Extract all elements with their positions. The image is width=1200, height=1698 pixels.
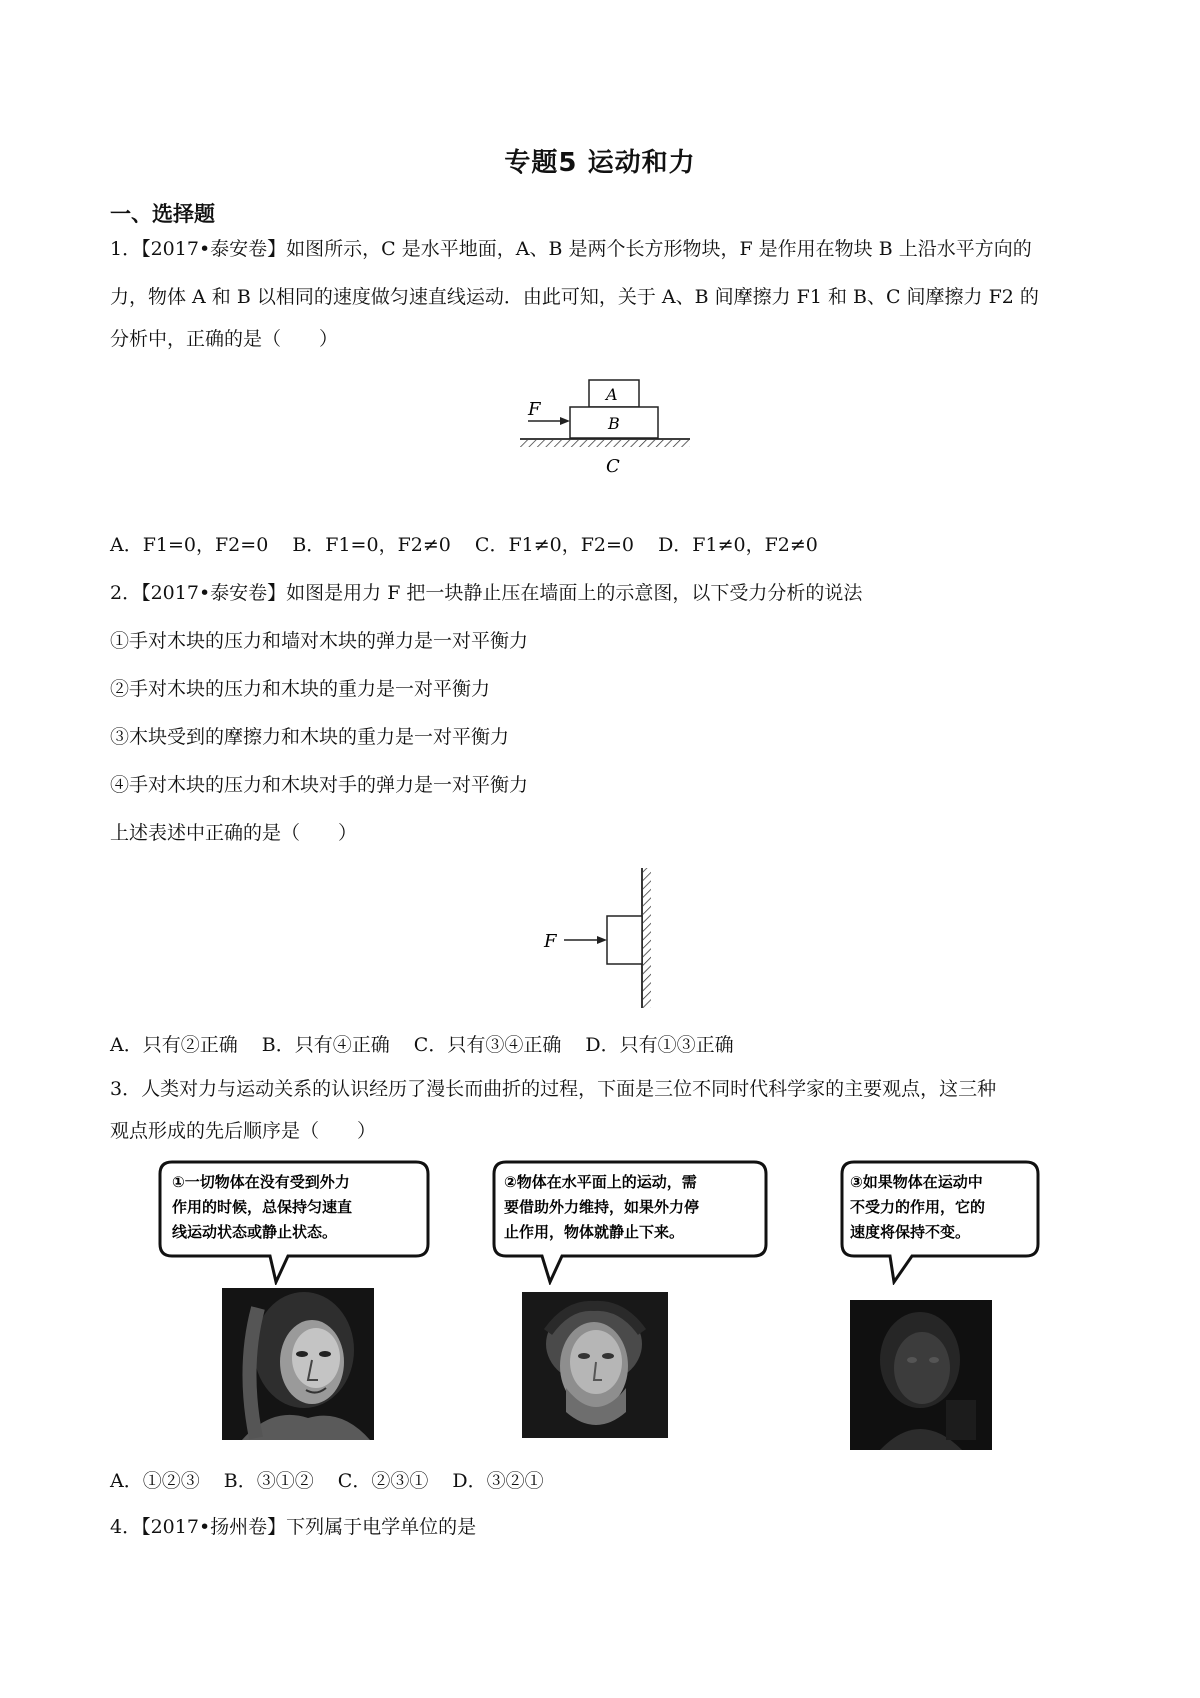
bubble-3-line-3: 速度将保持不变。 bbox=[850, 1223, 971, 1241]
portrait-scientist-1 bbox=[222, 1288, 374, 1440]
q2-option-d[interactable]: D．只有①③正确 bbox=[585, 1034, 734, 1056]
q2-options bbox=[110, 1032, 752, 1058]
q4-line-1: 4．【2017•扬州卷】下列属于电学单位的是 bbox=[110, 1516, 477, 1538]
q1-option-d[interactable]: D．F1≠0，F2≠0 bbox=[658, 534, 818, 556]
speech-bubble-2 bbox=[492, 1160, 768, 1285]
label-f: F bbox=[528, 399, 541, 420]
wall-hatch bbox=[643, 868, 651, 1008]
section-heading: 一、选择题 bbox=[110, 202, 215, 226]
speech-bubble-3 bbox=[840, 1160, 1040, 1285]
q2-option-b[interactable]: B．只有④正确 bbox=[261, 1034, 390, 1056]
q2-option-c[interactable]: C．只有③④正确 bbox=[413, 1034, 562, 1056]
q2-item-2: ②手对木块的压力和木块的重力是一对平衡力 bbox=[110, 678, 491, 700]
q2-prompt: 上述表述中正确的是（ ） bbox=[110, 822, 358, 844]
q3-option-a[interactable]: A．①②③ bbox=[110, 1470, 200, 1492]
q3-line-2: 观点形成的先后顺序是（ ） bbox=[110, 1120, 377, 1142]
page-title: 专题5 运动和力 bbox=[504, 148, 696, 178]
label-b: B bbox=[608, 414, 620, 433]
q3-line-1: 3．人类对力与运动关系的认识经历了漫长而曲折的过程，下面是三位不同时代科学家的主要观点，这三种 bbox=[110, 1078, 997, 1100]
q1-option-b[interactable]: B．F1=0，F2≠0 bbox=[292, 534, 451, 556]
q2-item-1: ①手对木块的压力和墙对木块的弹力是一对平衡力 bbox=[110, 630, 529, 652]
q3-option-d[interactable]: D．③②① bbox=[452, 1470, 544, 1492]
bubble-3-line-2: 不受力的作用，它的 bbox=[850, 1198, 986, 1216]
speech-bubble-1 bbox=[158, 1160, 430, 1285]
label-f: F bbox=[544, 931, 557, 952]
q1-line-1: 1．【2017•泰安卷】如图所示，C 是水平地面，A、B 是两个长方形物块，F 是作用在物块 B 上沿水平方向的 bbox=[110, 238, 1032, 260]
bubble-3-line-1: ③如果物体在运动中 bbox=[850, 1173, 983, 1191]
q1-option-c[interactable]: C．F1≠0，F2=0 bbox=[474, 534, 635, 556]
q1-options bbox=[110, 532, 836, 558]
bubble-2-line-3: 止作用，物体就静止下来。 bbox=[504, 1223, 685, 1241]
ground-hatch bbox=[520, 440, 690, 447]
bubble-2-line-2: 要借助外力维持，如果外力停 bbox=[504, 1198, 700, 1216]
q3-option-b[interactable]: B．③①② bbox=[223, 1470, 314, 1492]
q2-option-a[interactable]: A．只有②正确 bbox=[110, 1034, 238, 1056]
q2-item-4: ④手对木块的压力和木块对手的弹力是一对平衡力 bbox=[110, 774, 529, 796]
q2-wall-figure bbox=[540, 864, 680, 1012]
bubble-1-line-2: 作用的时候，总保持匀速直 bbox=[172, 1198, 353, 1216]
portrait-scientist-2 bbox=[522, 1292, 668, 1438]
wooden-block bbox=[607, 916, 642, 964]
label-c: C bbox=[606, 456, 620, 477]
q3-options bbox=[110, 1468, 562, 1494]
q1-line-3: 分析中，正确的是（ ） bbox=[110, 328, 339, 350]
q1-option-a[interactable]: A．F1=0，F2=0 bbox=[110, 534, 269, 556]
q3-option-c[interactable]: C．②③① bbox=[337, 1470, 429, 1492]
bubble-2-line-1: ②物体在水平面上的运动，需 bbox=[504, 1173, 697, 1191]
q1-line-2: 力，物体 A 和 B 以相同的速度做匀速直线运动．由此可知，关于 A、B 间摩擦力 F1 和 B、C 间摩擦力 F2 的 bbox=[110, 286, 1039, 308]
label-a: A bbox=[606, 385, 618, 404]
bubble-1-line-3: 线运动状态或静止状态。 bbox=[172, 1223, 338, 1241]
portrait-scientist-3 bbox=[850, 1300, 992, 1450]
bubble-1-line-1: ①一切物体在没有受到外力 bbox=[172, 1173, 350, 1191]
q1-block-figure bbox=[510, 372, 700, 500]
q2-line-1: 2．【2017•泰安卷】如图是用力 F 把一块静止压在墙面上的示意图，以下受力分析的说法 bbox=[110, 582, 863, 604]
q2-item-3: ③木块受到的摩擦力和木块的重力是一对平衡力 bbox=[110, 726, 510, 748]
